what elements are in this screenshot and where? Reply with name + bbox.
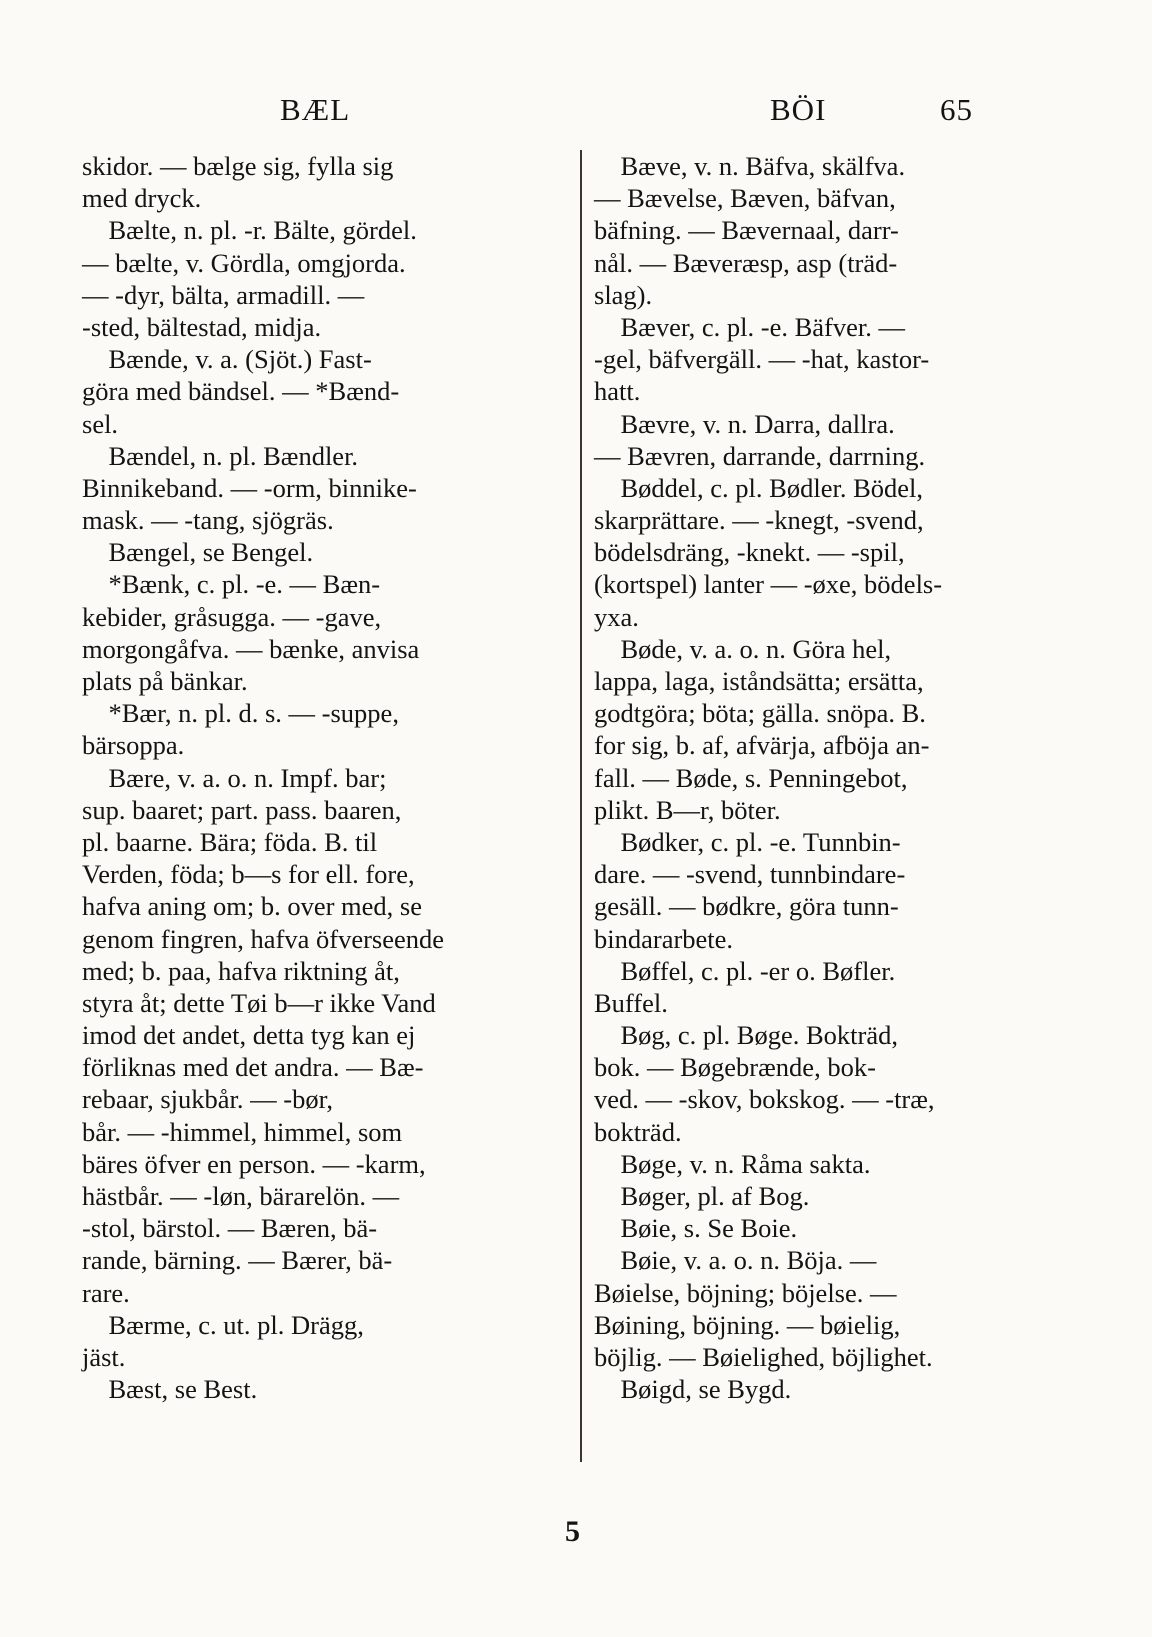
left-column-line: Binnikeband. — -orm, binnike- <box>82 472 417 503</box>
right-column-line: nål. — Bæveræsp, asp (träd- <box>594 247 898 278</box>
left-column-line: — bælte, v. Gördla, omgjorda. <box>82 247 406 278</box>
right-column-line: Bødker, c. pl. -e. Tunnbin- <box>594 826 901 857</box>
right-column-line: böjlig. — Bøielighed, böjlighet. <box>594 1341 933 1372</box>
left-column-line: förliknas med det andra. — Bæ- <box>82 1052 424 1083</box>
right-column-line: Bæve, v. n. Bäfva, skälfva. <box>594 151 906 181</box>
header-left-guideword: BÆL <box>280 92 351 127</box>
right-column-line: Bøge, v. n. Råma sakta. <box>594 1148 871 1179</box>
right-column-line: bäfning. — Bævernaal, darr- <box>594 215 899 246</box>
right-column-line: Bøg, c. pl. Bøge. Bokträd, <box>594 1020 898 1051</box>
right-column-line: bödelsdräng, -knekt. — -spil, <box>594 537 905 568</box>
left-column-line: rande, bärning. — Bærer, bä- <box>82 1245 393 1276</box>
right-column-line: skarprättare. — -knegt, -svend, <box>594 505 924 536</box>
right-column-line: Bøddel, c. pl. Bødler. Bödel, <box>594 472 924 503</box>
right-column-line: Bøining, böjning. — bøielig, <box>594 1309 901 1340</box>
left-column-line: sup. baaret; part. pass. baaren, <box>82 794 402 825</box>
left-column-line: Bænde, v. a. (Sjöt.) Fast- <box>82 344 372 375</box>
header-right-guideword: BÖI <box>770 92 827 127</box>
right-column-line: — Bævren, darrande, darrning. <box>594 440 926 471</box>
left-column <box>82 150 568 1405</box>
left-column-line: -stol, bärstol. — Bæren, bä- <box>82 1213 378 1244</box>
right-column-line: hatt. <box>594 376 641 407</box>
right-column-line: -gel, bäfvergäll. — -hat, kastor- <box>594 344 930 375</box>
left-column-line: morgongåfva. — bænke, anvisa <box>82 633 420 664</box>
left-column-line: — -dyr, bälta, armadill. — <box>82 279 365 310</box>
left-column-line: mask. — -tang, sjögräs. <box>82 505 334 536</box>
left-column-line: Bælte, n. pl. -r. Bälte, gördel. <box>82 215 417 246</box>
right-column-line: slag). <box>594 279 653 310</box>
left-column-line: kebider, gråsugga. — -gave, <box>82 601 382 632</box>
right-column-line: Bøffel, c. pl. -er o. Bøfler. <box>594 955 896 986</box>
right-column-line: yxa. <box>594 601 639 632</box>
left-column-line: styra åt; dette Tøi b—r ikke Vand <box>82 987 436 1018</box>
left-column-line: rare. <box>82 1277 130 1308</box>
left-column-line: Bængel, se Bengel. <box>82 537 314 568</box>
right-column-line: Bøielse, böjning; böjelse. — <box>594 1277 897 1308</box>
left-column-line: pl. baarne. Bära; föda. B. til <box>82 826 378 857</box>
right-column-line: (kortspel) lanter — -øxe, bödels- <box>594 569 943 600</box>
left-column-line: bår. — -himmel, himmel, som <box>82 1116 403 1147</box>
right-column-line: Bøie, s. Se Boie. <box>594 1213 798 1244</box>
right-column-line: Bøigd, se Bygd. <box>594 1374 792 1405</box>
right-column-line: Bøger, pl. af Bog. <box>594 1181 810 1211</box>
left-column-line: Verden, föda; b—s for ell. fore, <box>82 859 415 890</box>
left-column-line: hästbår. — -løn, bärarelön. — <box>82 1181 400 1211</box>
left-column-line: plats på bänkar. <box>82 666 248 696</box>
left-column-line: skidor. — bælge sig, fylla sig <box>82 151 394 181</box>
left-column-line: med; b. paa, hafva riktning åt, <box>82 955 400 986</box>
column-divider <box>580 150 582 1462</box>
left-column-line: *Bær, n. pl. d. s. — -suppe, <box>82 698 399 729</box>
left-column-line: genom fingren, hafva öfverseende <box>82 923 445 954</box>
left-column-line: jäst. <box>82 1341 126 1372</box>
left-column-line: -sted, bältestad, midja. <box>82 311 322 342</box>
right-column-line: godtgöra; böta; gälla. snöpa. B. <box>594 698 926 729</box>
right-column-line: dare. — -svend, tunnbindare- <box>594 859 906 890</box>
right-column-line: Bøie, v. a. o. n. Böja. — <box>594 1245 877 1276</box>
right-column-line: gesäll. — bødkre, göra tunn- <box>594 891 899 922</box>
left-column-line: *Bænk, c. pl. -e. — Bæn- <box>82 569 381 600</box>
right-column-line: Bøde, v. a. o. n. Göra hel, <box>594 633 892 664</box>
right-column-line: fall. — Bøde, s. Penningebot, <box>594 762 908 793</box>
right-column-line: bokträd. <box>594 1116 682 1147</box>
page-number: 65 <box>940 92 973 127</box>
right-column-line: for sig, b. af, afvärja, afböja an- <box>594 730 930 761</box>
right-column-line: Buffel. <box>594 987 668 1018</box>
right-column-line: bok. — Bøgebrænde, bok- <box>594 1052 876 1083</box>
left-column-line: Bæst, se Best. <box>82 1374 258 1405</box>
right-column <box>594 150 1080 1405</box>
right-column-line: — Bævelse, Bæven, bäfvan, <box>594 183 896 214</box>
right-column-line: Bævre, v. n. Darra, dallra. <box>594 408 895 439</box>
sheet-signature: 5 <box>565 1515 580 1548</box>
left-column-line: Bærme, c. ut. pl. Drägg, <box>82 1309 364 1340</box>
right-column-line: Bæver, c. pl. -e. Bäfver. — <box>594 311 905 342</box>
left-column-line: Bære, v. a. o. n. Impf. bar; <box>82 762 387 793</box>
left-column-line: sel. <box>82 408 119 439</box>
left-column-line: imod det andet, detta tyg kan ej <box>82 1020 416 1051</box>
right-column-line: plikt. B—r, böter. <box>594 794 781 825</box>
right-column-line: ved. — -skov, bokskog. — -træ, <box>594 1084 935 1115</box>
left-column-line: göra med bändsel. — *Bænd- <box>82 376 400 407</box>
left-column-line: hafva aning om; b. over med, se <box>82 891 422 922</box>
left-column-line: med dryck. <box>82 183 202 214</box>
left-column-line: bäres öfver en person. — -karm, <box>82 1148 426 1179</box>
left-column-line: bärsoppa. <box>82 730 185 761</box>
right-column-line: lappa, laga, iståndsätta; ersätta, <box>594 666 924 696</box>
right-column-line: bindararbete. <box>594 923 734 954</box>
left-column-line: Bændel, n. pl. Bændler. <box>82 440 359 471</box>
left-column-line: rebaar, sjukbår. — -bør, <box>82 1084 334 1115</box>
